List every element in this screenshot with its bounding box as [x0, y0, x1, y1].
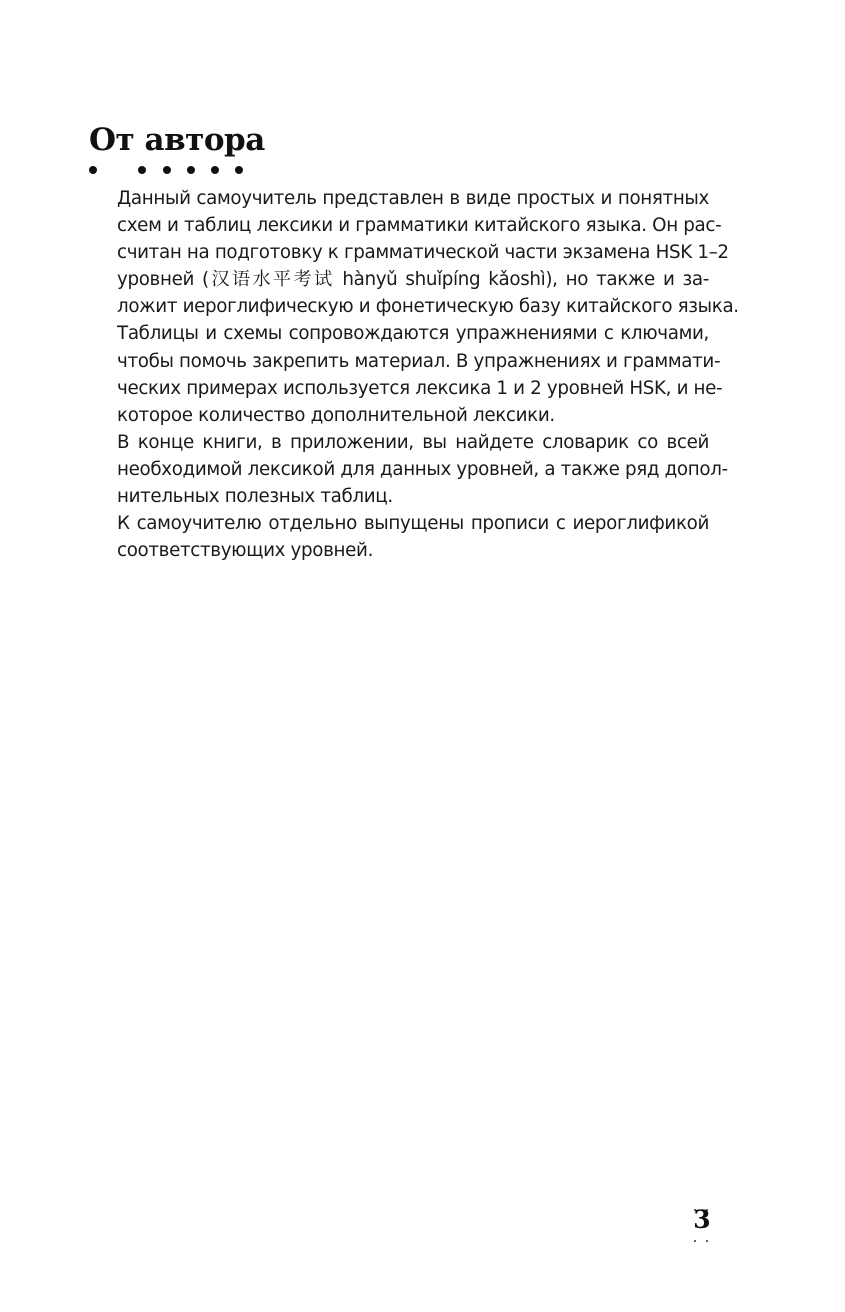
decorative-dot — [89, 166, 97, 174]
text-line: Таблицы и схемы сопровождаются упражнениями с ключами, — [117, 323, 709, 345]
paragraph-3 — [89, 429, 728, 510]
paragraph-2 — [89, 320, 723, 428]
page-title: От автора — [89, 122, 265, 158]
text-line: Данный самоучитель представлен в виде простых и понятных — [117, 188, 709, 209]
text-line: считан на подготовку к грамматической части экзамена HSK 1–2 — [117, 242, 729, 264]
text-line: чтобы помочь закрепить материал. В упражнениях и граммати- — [117, 350, 721, 372]
page-number-dot — [694, 1240, 696, 1242]
text-line: К самоучителю отдельно выпущены прописи с иероглификой — [117, 513, 709, 535]
text-line: соответствующих уровней. — [117, 540, 374, 562]
page-number-dot — [706, 1240, 708, 1242]
decorative-dot — [187, 166, 195, 174]
paragraph-1 — [89, 185, 739, 320]
text-line: ложит иероглифическую и фонетическую базу китайского языка. — [117, 296, 739, 318]
text-line: В конце книги, в приложении, вы найдете словарик со всей — [117, 431, 709, 453]
text-line: ческих примерах используется лексика 1 и 2 уровней HSK, и не- — [117, 377, 723, 399]
paragraph-4 — [89, 510, 709, 564]
decorative-dot — [163, 166, 171, 174]
title-underline-dots — [89, 166, 259, 176]
body-text — [89, 185, 739, 564]
decorative-dot — [235, 166, 243, 174]
text-line: уровней (汉语水平考试 hànyǔ shuǐpíng kǎoshì), но также и за- — [117, 269, 709, 291]
decorative-dot — [211, 166, 219, 174]
page-number: 3 — [693, 1205, 711, 1234]
text-line: нительных полезных таблиц. — [117, 486, 393, 508]
text-line: необходимой лексикой для данных уровней, а также ряд допол- — [117, 458, 728, 480]
text-line: схем и таблиц лексики и грамматики китайского языка. Он рас- — [117, 215, 722, 237]
decorative-dot — [138, 166, 146, 174]
text-line: которое количество дополнительной лексики. — [117, 404, 555, 426]
